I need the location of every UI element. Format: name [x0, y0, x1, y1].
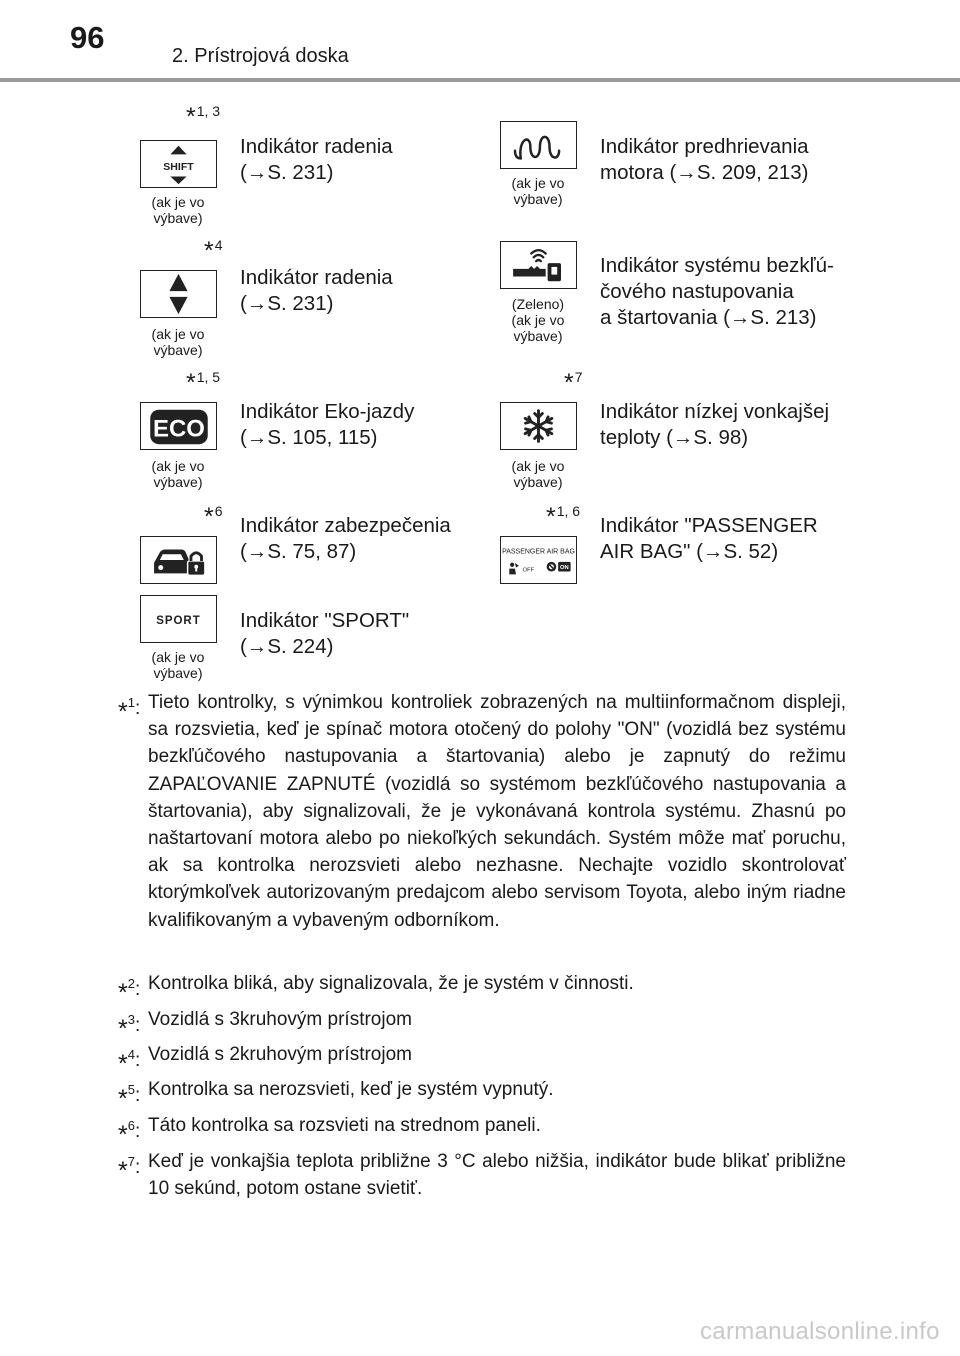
chapter-title: 2. Prístrojová doska — [172, 45, 349, 67]
footnote-text: Vozidlá s 3kruhovým prístrojom — [148, 1009, 412, 1030]
footnote-mark: *6 — [204, 503, 223, 531]
eco-icon-label: ECO — [153, 415, 205, 443]
indicator-description: Indikátor nízkej vonkajšej teploty (→S. 98) — [600, 400, 830, 449]
indicator-description: Indikátor radenia (→S. 231) — [240, 266, 393, 315]
indicator-description: Indikátor predhrievania motora (→S. 209, 213) — [600, 135, 809, 184]
footnote: *$^4$: Vozidlá s 2kruhovým prístrojom — [118, 1041, 846, 1068]
footnote-mark: *1, 3 — [186, 103, 221, 131]
shift-arrows-icon — [140, 140, 217, 188]
snowflake-icon — [500, 402, 577, 450]
indicator-caption: (ak je vo výbave) — [151, 458, 205, 490]
passenger-airbag-icon — [500, 536, 577, 584]
car-lock-icon — [140, 536, 217, 584]
footnote-mark: *7 — [564, 369, 583, 397]
glow-plug-icon — [500, 121, 577, 169]
airbag-on-label: ON — [560, 565, 569, 572]
footnote-mark: *4 — [204, 237, 223, 265]
footnote-text: Keď je vonkajšia teplota približne 3 °C alebo nižšia, indikátor bude blikať približne 10 sekúnd, potom ostane svietiť. — [148, 1151, 846, 1200]
footnote-text: Vozidlá s 2kruhovým prístrojom — [148, 1044, 412, 1065]
eco-icon — [140, 402, 217, 450]
smart-key-icon — [500, 241, 577, 289]
up-down-arrows-icon — [140, 270, 217, 318]
watermark: carmanualsonline.info — [700, 1318, 940, 1345]
shift-icon-label: SHIFT — [163, 160, 194, 173]
indicator-caption: (ak je vo výbave) — [151, 649, 205, 681]
indicator-description: Indikátor zabezpečenia (→S. 75, 87) — [240, 514, 451, 563]
indicator-caption: (Zeleno) (ak je vo výbave) — [511, 296, 565, 344]
footnote: *$^1$: Tieto kontrolky, s výnimkou kontroliek zobrazených na multiinformačnom displeji, sa rozsvietia, keď je spínač motora otočený do polohy "ON" (vozidlá bez systému bezkľúčového nastupovania a štartovania) alebo je zapnutý do režimu ZAPAĽOVANIE ZAPNUTÉ (vozidlá so systémom bezkľúčového nastupovania a štartovania), aby signalizovali, že je vykonávaná kontrola systému. Zhasnú po naštartovaní motora alebo po niekoľkých sekundách. Systém môže mať poruchu, ak sa kontrolka nerozsvieti alebo nezhasne. Nechajte vozidlo skontrolovať ktorýmkoľvek autorizovaným predajcom alebo servisom Toyota, alebo iným riadne kvalifikovaným a vybaveným odborníkom. — [118, 689, 846, 934]
footnote: *$^2$: Kontrolka bliká, aby signalizovala, že je systém v činnosti. — [118, 970, 846, 997]
indicator-description: Indikátor Eko-jazdy (→S. 105, 115) — [240, 400, 415, 449]
footnote-text: Tieto kontrolky, s výnimkou kontroliek zobrazených na multiinformačnom displeji, sa rozsvietia, keď je spínač motora otočený do polohy "ON" (vozidlá bez systému bezkľúčového nastupovania a štartovania) alebo je zapnutý do režimu ZAPAĽOVANIE ZAPNUTÉ (vozidlá so systémom bezkľúčového nastupovania a štartovania), aby signalizovali, že je vykonávaná kontrola systému. Zhasnú po naštartovaní motora alebo po niekoľkých sekundách. Systém môže mať poruchu, ak sa kontrolka nerozsvieti alebo nezhasne. Nechajte vozidlo skontrolovať ktorýmkoľvek autorizovaným predajcom alebo servisom Toyota, alebo iným riadne kvalifikovaným a vybaveným odborníkom. — [148, 692, 846, 931]
indicator-description: Indikátor "SPORT" (→S. 224) — [240, 609, 410, 658]
header-divider — [0, 78, 960, 82]
indicator-description: Indikátor systému bezkľú- čového nastupovania a štartovania (→S. 213) — [600, 254, 834, 329]
footnote-mark: *1, 6 — [546, 503, 581, 531]
footnote-text: Táto kontrolka sa rozsvieti na strednom paneli. — [148, 1115, 541, 1136]
indicator-caption: (ak je vo výbave) — [151, 194, 205, 226]
indicator-description: Indikátor "PASSENGER AIR BAG" (→S. 52) — [600, 514, 818, 563]
footnote: *$^6$: Táto kontrolka sa rozsvieti na strednom paneli. — [118, 1112, 846, 1139]
indicator-caption: (ak je vo výbave) — [511, 175, 565, 207]
footnote: *$^3$: Vozidlá s 3kruhovým prístrojom — [118, 1006, 846, 1033]
indicator-caption: (ak je vo výbave) — [151, 326, 205, 358]
sport-icon-label: SPORT — [156, 614, 201, 627]
footnote: *$^5$: Kontrolka sa nerozsvieti, keď je systém vypnutý. — [118, 1076, 846, 1103]
footnote-text: Kontrolka bliká, aby signalizovala, že je systém v činnosti. — [148, 973, 634, 994]
indicator-caption: (ak je vo výbave) — [511, 458, 565, 490]
airbag-off-label: OFF — [522, 567, 535, 574]
sport-icon — [140, 595, 217, 643]
page-number: 96 — [70, 20, 105, 55]
airbag-icon-label: PASSENGER AIR BAG — [502, 548, 575, 556]
footnote-mark: *1, 5 — [186, 369, 221, 397]
footnote-text: Kontrolka sa nerozsvieti, keď je systém vypnutý. — [148, 1079, 554, 1100]
indicator-description: Indikátor radenia (→S. 231) — [240, 135, 393, 184]
footnote: *$^7$: Keď je vonkajšia teplota približne 3 °C alebo nižšia, indikátor bude blikať približne 10 sekúnd, potom ostane svietiť. — [118, 1148, 846, 1202]
